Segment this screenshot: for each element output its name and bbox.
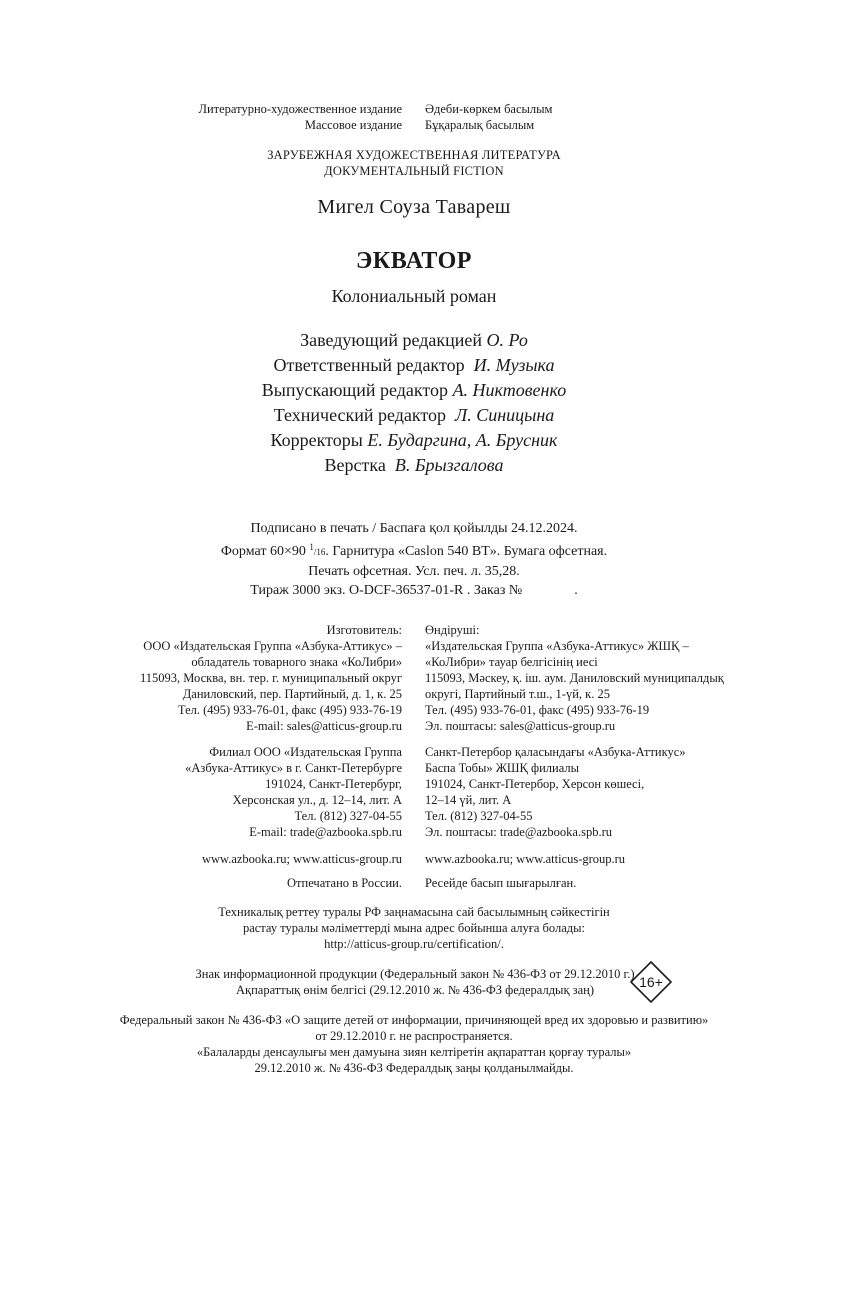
- certification: Техникалық реттеу туралы РФ заңнамасына сай басылымның сәйкестігін растау туралы мәліметтерді мына адрес бойынша алуға болады: http://atticus-group.ru/certification/.: [218, 905, 610, 951]
- credit-role: Технический редактор: [273, 405, 447, 425]
- age-rating-badge: [630, 961, 672, 1003]
- credit-name: А. Никтовенко: [452, 380, 567, 400]
- credit-line: [0, 353, 828, 378]
- circulation-line: Тираж 3000 экз. O-DCF-36537-01-R . Заказ № .: [250, 583, 578, 598]
- credit-role: Выпускающий редактор: [261, 380, 449, 400]
- author: Мигел Соуза Тавареш: [317, 196, 511, 218]
- header-left: [100, 101, 402, 133]
- credit-name: Е. Бударгина, А. Брусник: [367, 430, 558, 450]
- credit-role: Ответственный редактор: [273, 355, 465, 375]
- badge-label: 16+: [639, 974, 663, 990]
- age-info: Знак информационной продукции (Федеральный закон № 436-ФЗ от 29.12.2010 г.) Ақпараттық өнім белгісі (29.12.2010 ж. № 436-ФЗ федералдық заң): [195, 967, 635, 997]
- mass-edition-ru: Массовое издание: [304, 118, 402, 132]
- credit-role: Верстка: [324, 455, 386, 475]
- header-right: [425, 101, 725, 133]
- credit-line: [0, 378, 828, 403]
- print-type-line: Печать офсетная. Усл. печ. л. 35,28.: [308, 564, 520, 579]
- credit-name: О. Ро: [486, 330, 528, 350]
- credit-line: [0, 403, 828, 428]
- credits: [0, 328, 828, 478]
- credit-line: [0, 328, 828, 353]
- printed-kz: Ресейде басып шығарылған.: [425, 876, 577, 890]
- law-notice: Федеральный закон № 436-ФЗ «О защите детей от информации, причиняющей вред их здоровью и развитию» от 29.12.2010 г. не распространяется. «Балаларды денсаулығы мен дамуына зиян келтіретін ақпараттан қорғау туралы» 29.12.2010 ж. № 436-ФЗ Федералдық заңы қолданылмайды.: [119, 1013, 709, 1075]
- edition-type-kz: Әдеби-көркем басылым: [425, 102, 553, 116]
- credit-role: Корректоры: [270, 430, 363, 450]
- manufacturer-ru-block2: Филиал ООО «Издательская Группа «Азбука-Аттикус» в г. Санкт-Петербурге 191024, Санкт-Петербург, Херсонская ул., д. 12–14, лит. А Тел. (812) 327-04-55 E-mail: trade@azbooka.spb.ru: [185, 745, 402, 839]
- series: [0, 147, 828, 179]
- credit-line: [0, 453, 828, 478]
- credit-name: Л. Синицына: [455, 405, 555, 425]
- manufacturer-ru-block1: Изготовитель: ООО «Издательская Группа «Азбука-Аттикус» – обладатель товарного знака «КоЛибри» 115093, Москва, вн. тер. г. муниципальный округ Даниловский, пер. Партийный, д. 1, к. 25 Тел. (495) 933-76-01, факс (495) 933-76-19 E-mail: sales@atticus-group.ru: [139, 623, 402, 733]
- credit-name: В. Брызгалова: [394, 455, 504, 475]
- print-info: [0, 519, 828, 600]
- series-line-2: ДОКУМЕНТАЛЬНЫЙ FICTION: [324, 164, 504, 178]
- web-kz: www.azbooka.ru; www.atticus-group.ru: [425, 852, 626, 866]
- printed-ru: Отпечатано в России.: [287, 876, 402, 890]
- manufacturer-kz-block2: Санкт-Петербор қаласындағы «Азбука-Аттикус» Баспа Тобы» ЖШҚ филиалы 191024, Санкт-Петербор, Херсон көшесі, 12–14 үй, лит. А Тел. (812) 327-04-55 Эл. поштасы: trade@azbooka.spb.ru: [425, 745, 686, 839]
- credit-role: Заведующий редакцией: [300, 330, 483, 350]
- mass-edition-kz: Бұқаралық басылым: [425, 118, 535, 132]
- manufacturer-kz-block1: Өндіруші: «Издательская Группа «Азбука-Аттикус» ЖШҚ – «КоЛибри» тауар белгісінің иесі 115093, Мәскеу, қ. іш. аум. Даниловский муниципалдық округі, Партийный т.ш., 1-үй, к. 25 Тел. (495) 933-76-01, факс (495) 933-76-19 Эл. поштасы: sales@atticus-group.ru: [425, 623, 724, 733]
- credit-name: И. Музыка: [473, 355, 555, 375]
- book-subtitle: Колониальный роман: [331, 286, 497, 306]
- signed-to-print: Подписано в печать / Баспаға қол қойылды 24.12.2024.: [250, 521, 578, 536]
- credit-line: [0, 428, 828, 453]
- edition-type-ru: Литературно-художественное издание: [198, 102, 402, 116]
- series-line-1: ЗАРУБЕЖНАЯ ХУДОЖЕСТВЕННАЯ ЛИТЕРАТУРА: [267, 148, 561, 162]
- format-line: Формат 60×90 $^1$/16. Гарнитура «Caslon 540 BT». Бумага офсетная.: [220, 542, 608, 559]
- web-ru: www.azbooka.ru; www.atticus-group.ru: [201, 852, 402, 866]
- book-title: ЭКВАТОР: [356, 248, 472, 274]
